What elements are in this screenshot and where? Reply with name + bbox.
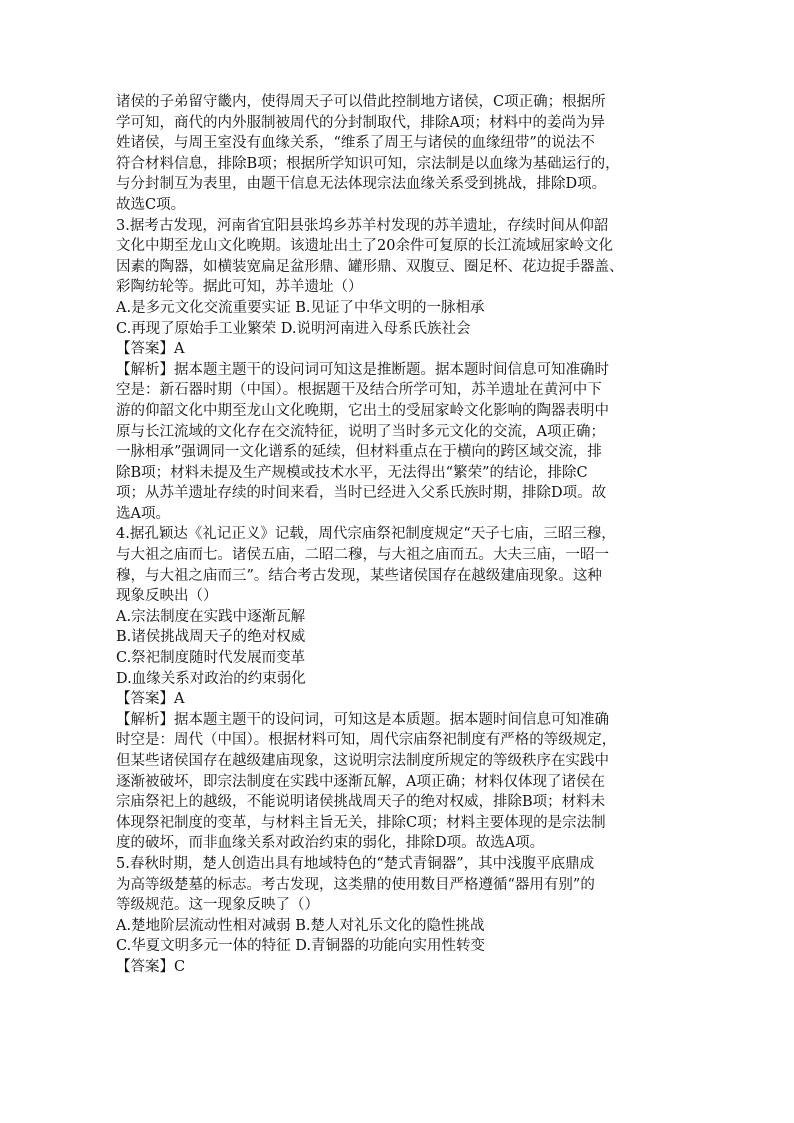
question-3-analysis: 原与长江流域的文化存在交流特征，说明了当时多元文化的交流，A项正确； [116, 423, 605, 440]
question-4-analysis: 但某些诸侯国存在越级建庙现象，这说明宗法制度所规定的等级秩序在实践中 [116, 753, 609, 769]
text-line: 诸侯的子弟留守畿内，使得周天子可以借此控制地方诸侯，C项正确；根据所 [116, 94, 606, 110]
question-4-line: 4.据孔颖达《礼记正义》记载，周代宗庙祭祀制度规定“天子七庙，三昭三穆， [116, 526, 616, 543]
question-5-line: 等级规范。这一现象反映了（） [116, 897, 319, 914]
question-3-line: 因素的陶器，如横装宽扁足盆形鼎、罐形鼎、双腹豆、圈足杯、花边捉手器盖、 [116, 258, 624, 275]
question-4-answer: 【答案】A [116, 691, 185, 708]
question-4-option: C.祭祀制度随时代发展而变革 [116, 650, 306, 667]
question-4-option: B.诸侯挑战周天子的绝对权威 [116, 629, 306, 646]
question-3-line: 3.据考古发现，河南省宜阳县张坞乡苏羊村发现的苏羊遗址，存续时间从仰韶 [116, 217, 609, 234]
question-3-answer: 【答案】A [116, 341, 185, 358]
question-4-line: 现象反映出（） [116, 588, 218, 605]
question-4-analysis: 时空是：周代（中国）。根据材料可知，周代宗庙祭祀制度有严格的等级规定， [116, 732, 617, 749]
question-3-analysis: 项；从苏羊遗址存续的时间来看，当时已经进入父系氏族时期，排除D项。故 [116, 485, 607, 502]
question-4-analysis: 体现祭祀制度的变革，与材料主旨无关，排除C项；材料主要体现的是宗法制 [116, 814, 606, 831]
text-line: 姓诸侯，与周王室没有血缘关系，“维系了周王与诸侯的血缘纽带”的说法不 [116, 135, 595, 152]
text-line: 符合材料信息，排除B项；根据所学知识可知，宗法制是以血缘为基础运行的， [116, 155, 620, 172]
question-5-answer: 【答案】C [116, 958, 186, 975]
question-3-analysis: 选A项。 [116, 505, 170, 522]
question-4-line: 穆，与大祖之庙而三”。结合考古发现，某些诸侯国存在越级建庙现象。这种 [116, 567, 602, 584]
question-3-analysis: 游的仰韶文化中期至龙山文化晚期，它出土的受屈家岭文化影响的陶器表明中 [116, 402, 609, 419]
document-body [116, 92, 676, 978]
question-5-line: 为高等级楚墓的标志。考古发现，这类鼎的使用数目严格遵循“器用有别”的 [116, 876, 595, 893]
question-5-options: A.楚地阶层流动性相对减弱 B.楚人对礼乐文化的隐性挑战 [116, 917, 485, 934]
text-line: 学可知，商代的内外服制被周代的分封制取代，排除A项；材料中的姜尚为异 [116, 114, 605, 131]
question-4-option: D.血缘关系对政治的约束弱化 [116, 670, 306, 687]
question-5-options: C.华夏文明多元一体的特征 D.青铜器的功能向实用性转变 [116, 938, 486, 955]
question-3-analysis: 空是：新石器时期（中国）。根据题干及结合所学可知，苏羊遗址在黄河中下 [116, 382, 602, 399]
question-3-options: A.是多元文化交流重要实证 B.见证了中华文明的一脉相承 [116, 299, 485, 316]
question-4-option: A.宗法制度在实践中逐渐瓦解 [116, 608, 306, 625]
question-3-analysis: 除B项；材料未提及生产规模或技术水平，无法得出“繁荣”的结论，排除C [116, 464, 588, 481]
question-3-analysis: 一脉相承”强调同一文化谱系的延续，但材料重点在于横向的跨区域交流，排 [116, 444, 602, 461]
question-4-line: 与大祖之庙而七。诸侯五庙，二昭二穆，与大祖之庙而五。大夫三庙，一昭一 [116, 547, 609, 564]
question-3-analysis: 【解析】据本题主题干的设问词可知这是推断题。据本题时间信息可知准确时 [116, 361, 609, 378]
question-3-options: C.再现了原始手工业繁荣 D.说明河南进入母系氏族社会 [116, 320, 471, 337]
question-3-line: 文化中期至龙山文化晚期。该遗址出土了20余件可复原的长江流域屈家岭文化 [116, 238, 613, 255]
question-5-line: 5.春秋时期，楚人创造出具有地域特色的“楚式青铜器”，其中浅腹平底鼎成 [116, 855, 595, 872]
question-4-analysis: 度的破坏，而非血缘关系对政治约束的弱化，排除D项。故选A项。 [116, 835, 545, 852]
question-4-analysis: 宗庙祭祀上的越级，不能说明诸侯挑战周天子的绝对权威，排除B项；材料未 [116, 794, 606, 811]
text-line: 故选C项。 [116, 196, 186, 213]
text-line: 与分封制互为表里，由题干信息无法体现宗法血缘关系受到挑战，排除D项。 [116, 176, 607, 193]
question-3-line: 彩陶纺轮等。据此可知，苏羊遗址（） [116, 279, 363, 296]
question-4-analysis: 逐渐被破坏，即宗法制度在实践中逐渐瓦解，A项正确；材料仅体现了诸侯在 [116, 773, 605, 790]
question-4-analysis: 【解析】据本题主题干的设问词，可知这是本质题。据本题时间信息可知准确 [116, 711, 609, 728]
